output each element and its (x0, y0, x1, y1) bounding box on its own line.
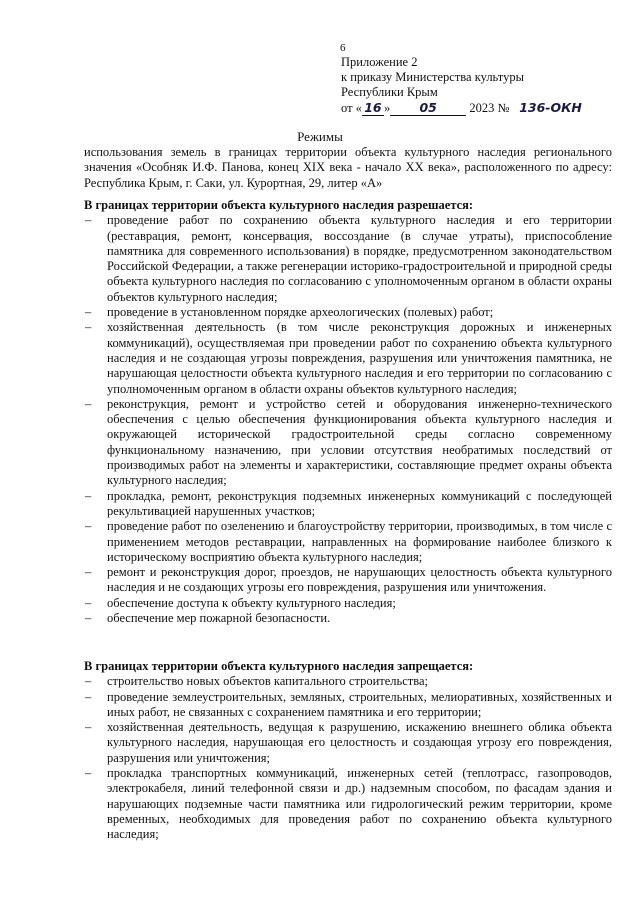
list-item: – проведение в установленном порядке археологических (полевых) работ; (84, 305, 612, 320)
list-item: – реконструкция, ремонт и устройство сетей и оборудования инженерно-технического обеспечения с целью обеспечения функционирования объекта культурного наследия и окружающей исторической градостроительной среды согласно современному функциональному назначению, при условии отсутствия необратимых последствий от производимых работ на элементы и характеристики, составляющие предмет охраны объекта культурного наследия; (84, 397, 612, 489)
header-line-1: Приложение 2 (341, 55, 418, 69)
prohibited-list (84, 674, 612, 842)
list-item: – хозяйственная деятельность, ведущая к разрушению, искажению внешнего облика объекта культурного наследия, нарушающая его целостность и создающая угрозу его повреждения, разрушения или уничтожения; (84, 720, 612, 766)
date-prefix: от « (341, 101, 362, 115)
list-item: – обеспечение мер пожарной безопасности. (84, 611, 612, 626)
allowed-heading: В границах территории объекта культурного наследия разрешается: (84, 198, 474, 212)
allowed-list (84, 213, 612, 626)
list-item: – проведение работ по озеленению и благоустройству территории, производимых, в том числе с применением методов реставрации, направленных на формирование наиболее близкого к историческому восприятию объекта культурного наследия; (84, 519, 612, 565)
page-number: 6 (340, 42, 346, 54)
appendix-header (341, 55, 611, 116)
list-item: – проведение землеустроительных, земляных, строительных, мелиоративных, хозяйственных и иных работ, не связанных с сохранением памятника и его территории; (84, 690, 612, 721)
list-item: – проведение работ по сохранению объекта культурного наследия и его территории (реставрация, ремонт, консервация, воссоздание (в случае утраты), приспособление памятника для современного использования) в порядке, предусмотренном законодательством Российской Федерации, а также регенерации историко-градостроительной и природной среды объекта культурного наследия по согласованию с уполномоченным органом в области охраны объектов культурного наследия; (84, 213, 612, 305)
prohibited-heading: В границах территории объекта культурного наследия запрещается: (84, 659, 474, 673)
intro-paragraph: использования земель в границах территории объекта культурного наследия регионального значения «Особняк И.Ф. Панова, конец XIX века - начало XX века», расположенного по адресу: Республика Крым, г. Саки, ул. Курортная, 29, литер «А» (84, 145, 612, 190)
list-item: – прокладка, ремонт, реконструкция подземных инженерных коммуникаций с последующей рекультивацией нарушенных участков; (84, 489, 612, 520)
list-item: – обеспечение доступа к объекту культурного наследия; (84, 596, 612, 611)
handwritten-month: 05 (390, 100, 466, 116)
date-year: 2023 № (469, 101, 510, 115)
header-line-2: к приказу Министерства культуры (341, 70, 524, 84)
prohibited-section (84, 659, 612, 843)
header-line-3: Республики Крым (341, 85, 438, 99)
list-item: – ремонт и реконструкция дорог, проездов, не нарушающих целостность объекта культурного наследия и не создающих угрозы его повреждения, разрушения или уничтожения. (84, 565, 612, 596)
allowed-section (84, 198, 612, 626)
handwritten-day: 16 (362, 100, 384, 116)
document-title: Режимы (297, 129, 343, 144)
list-item: – хозяйственная деятельность (в том числе реконструкция дорожных и инженерных коммуникаций), осуществляемая при проведении работ по сохранению объекта культурного наследия и не создающая угрозы повреждения, разрушения или уничтожения памятника, не нарушающая целостности объекта культурного наследия и его территории по согласованию с уполномоченным органом в области охраны объектов культурного наследия; (84, 320, 612, 396)
list-item: – строительство новых объектов капитального строительства; (84, 674, 612, 689)
handwritten-order-number: 136-ОКН (519, 100, 582, 115)
date-mid: » (383, 101, 391, 115)
list-item: – прокладка транспортных коммуникаций, инженерных сетей (теплотрасс, газопроводов, электрокабеля, линий телефонной связи и др.) надземным способом, по фасадам здания и нарушающих подземные части памятника или гидрологический режим территории, кроме временных, необходимых для проведения работ по сохранению объекта культурного наследия; (84, 766, 612, 842)
header-date-line (341, 100, 611, 116)
